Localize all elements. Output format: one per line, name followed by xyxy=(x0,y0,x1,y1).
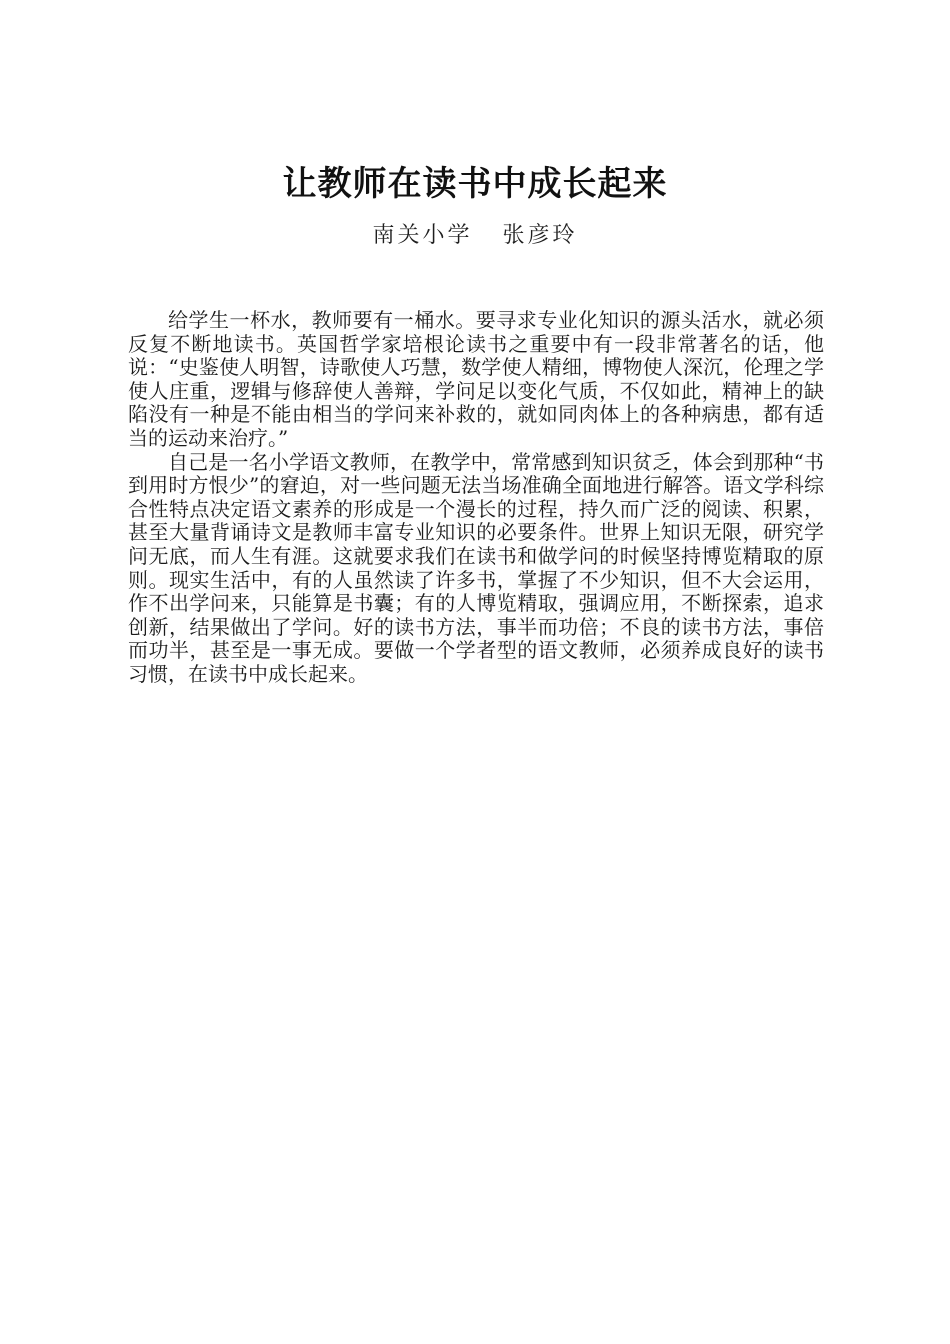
paragraph-2: 自己是一名小学语文教师，在教学中，常常感到知识贫乏，体会到那种“书到用时方恨少”的窘迫，对一些问题无法当场准确全面地进行解答。语文学科综合性特点决定语文素养的形成是一个漫长的过程，持久而广泛的阅读、积累，甚至大量背诵诗文是教师丰富专业知识的必要条件。世界上知识无限，研究学问无底，而人生有涯。这就要求我们在读书和做学问的时候坚持博览精取的原则。现实生活中，有的人虽然读了许多书，掌握了不少知识，但不大会运用，作不出学问来，只能算是书囊；有的人博览精取，强调应用，不断探索，追求创新，结果做出了学问。好的读书方法，事半而功倍；不良的读书方法，事倍而功半，甚至是一事无成。要做一个学者型的语文教师，必须养成良好的读书习惯，在读书中成长起来。 xyxy=(128,449,824,686)
author-byline xyxy=(0,219,950,253)
document-title: 让教师在读书中成长起来 xyxy=(282,164,668,204)
author-school: 南关小学 xyxy=(372,223,473,248)
paragraph-1: 给学生一杯水，教师要有一桶水。要寻求专业化知识的源头活水，就必须反复不断地读书。英国哲学家培根论读书之重要中有一段非常著名的话，他说：“史鉴使人明智，诗歌使人巧慧，数学使人精细，博物使人深沉，伦理之学使人庄重，逻辑与修辞使人善辩，学问足以变化气质，不仅如此，精神上的缺陷没有一种是不能由相当的学问来补救的，就如同肉体上的各种病患，都有适当的运动来治疗。” xyxy=(128,308,824,450)
author-name: 张彦玲 xyxy=(502,223,578,248)
article-body xyxy=(128,309,824,687)
